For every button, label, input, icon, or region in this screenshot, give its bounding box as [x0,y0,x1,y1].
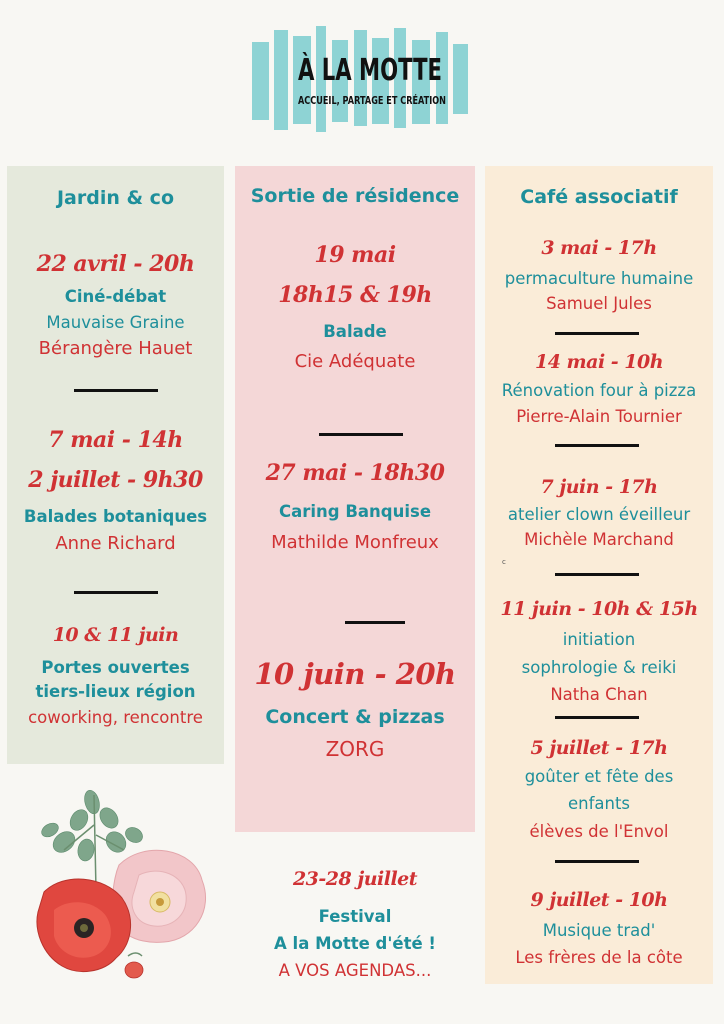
sortie-event3-person: ZORG [325,737,385,761]
divider [74,591,158,594]
jardin-event2-date2: 2 juillet - 9h30 [28,467,203,493]
festival-line3: A VOS AGENDAS... [278,961,432,980]
sortie-event2-type: Caring Banquise [278,502,432,521]
cafe-event6-date: 9 juillet - 10h [530,889,668,911]
cafe-column [485,166,713,984]
cafe-event2-title: Rénovation four à pizza [501,381,697,400]
sortie-column [235,166,475,832]
divider [555,444,639,447]
cafe-event5-title2: enfants [567,794,631,813]
festival-date: 23-28 juillet [292,868,418,890]
jardin-event2-type: Balades botaniques [23,507,208,526]
sortie-event1-date1: 19 mai [314,242,396,268]
logo [252,20,482,140]
sortie-event3-date: 10 juin - 20h [254,657,456,691]
sortie-event2-date: 27 mai - 18h30 [265,460,445,486]
red-poppy [37,879,131,972]
sortie-event1-person: Cie Adéquate [294,351,416,372]
cafe-event2-person: Pierre-Alain Tournier [516,407,682,426]
flowers-illustration [24,780,224,985]
divider [555,573,639,576]
sortie-event1-date2: 18h15 & 19h [278,282,432,308]
cafe-event1-date: 3 mai - 17h [541,237,657,259]
cafe-event3-person: Michèle Marchand [524,530,674,549]
jardin-event2-date1: 7 mai - 14h [48,427,183,453]
jardin-event3-type2: tiers-lieux région [35,682,196,701]
cafe-event4-title1: initiation [562,630,636,649]
festival-line1: Festival [318,907,392,926]
logo-tagline: ACCUEIL, PARTAGE ET CRÉATION [298,94,446,107]
cafe-event4-title2: sophrologie & reiki [521,658,677,677]
cafe-event1-title: permaculture humaine [504,269,694,288]
poppy-bud [125,953,143,978]
cafe-event5-person: élèves de l'Envol [529,822,669,841]
divider [555,332,639,335]
sortie-event3-type: Concert & pizzas [265,706,445,728]
jardin-event1-date: 22 avril - 20h [36,251,195,277]
jardin-heading: Jardin & co [56,187,174,209]
jardin-event3-date: 10 & 11 juin [52,624,179,646]
logo-title: À LA MOTTE [298,53,482,88]
cafe-event6-title: Musique trad' [542,921,656,940]
jardin-event2-person: Anne Richard [55,533,176,554]
jardin-event1-title: Mauvaise Graine [46,313,185,332]
cafe-heading: Café associatif [520,186,678,208]
divider [345,621,405,624]
jardin-event3-extra: coworking, rencontre [28,708,203,727]
cafe-event1-person: Samuel Jules [546,294,652,313]
cafe-event4-person: Natha Chan [550,685,648,704]
stray-mark: c [502,558,506,566]
sortie-event1-type: Balade [323,322,387,341]
jardin-event3-type1: Portes ouvertes [41,658,190,677]
jardin-column [7,166,224,764]
jardin-event1-person: Bérangère Hauet [38,338,193,359]
cafe-event5-title1: goûter et fête des [524,767,674,786]
cafe-event3-date: 7 juin - 17h [540,476,658,498]
cafe-event6-person: Les frères de la côte [515,948,683,967]
sortie-event2-person: Mathilde Monfreux [271,532,439,553]
jardin-event1-type: Ciné-débat [64,287,167,306]
divider [319,433,403,436]
divider [555,860,639,863]
divider [555,716,639,719]
cafe-event2-date: 14 mai - 10h [534,351,664,373]
divider [74,389,158,392]
cafe-event3-title: atelier clown éveilleur [507,505,691,524]
cafe-event4-date: 11 juin - 10h & 15h [500,598,698,620]
festival-line2: A la Motte d'été ! [274,934,436,953]
cafe-event5-date: 5 juillet - 17h [530,737,668,759]
sortie-heading: Sortie de résidence [250,185,460,207]
